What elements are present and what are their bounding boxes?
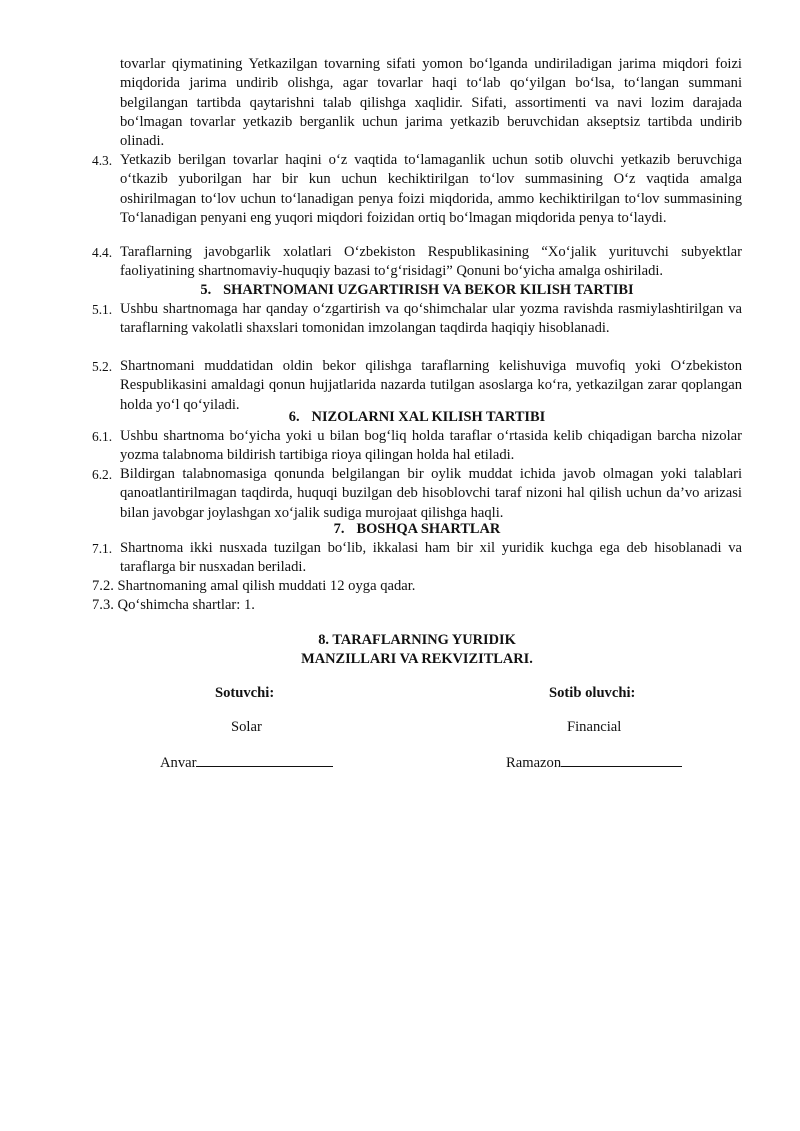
section-5-heading — [92, 281, 742, 300]
clause-number: 5.1. — [92, 302, 113, 317]
buyer-signature-line — [561, 752, 682, 767]
section-title: BOSHQA SHARTLAR — [356, 521, 501, 537]
clause-number: 4.4. — [92, 245, 113, 260]
clause-number: 6.2. — [92, 467, 113, 482]
buyer-company: Financial — [567, 719, 622, 735]
clause-4-4 — [92, 243, 742, 282]
clause-text: Ushbu shartnomaga har qanday o‘zgartirish va qo‘shimchalar ular yozma ravishda rasmiylashtirilgan va taraflarning vakolatli shaxslari tomonidan imzolangan taqdirda haqiqiy hisoblanadi. — [120, 301, 742, 337]
clause-text: Yetkazib berilgan tovarlar haqini o‘z vaqtida to‘lamaganlik uchun sotib oluvchi yetkazib beruvchiga o‘tkazib yuborilgan har bir kun uchun kechiktirilgan to‘lov summasining O‘z vaqtida amalga oshirilmagan to‘lov uchun to‘lanadigan penya foizi miqdorida, ammo kechiktirilgan to‘lov summasining To‘lanadigan penyani eng yuqori miqdori foizidan ortiq bo‘lmagan miqdorida penya to‘laydi. — [120, 152, 742, 226]
clause-text: Shartnomani muddatidan oldin bekor qilishga taraflarning kelishuviga muvofiq yoki O‘zbekiston Respublikasini amaldagi qonun hujjatlarida nazarda tutilgan asoslarga ko‘ra, yetkazilgan zarar qoplangan holda yo‘l qo‘yiladi. — [120, 358, 742, 413]
seller-signature-line — [196, 752, 333, 767]
section-8-heading-line2: MANZILLARI VA REKVIZITLARI. — [301, 651, 533, 667]
clause-number: 5.2. — [92, 359, 113, 374]
clause-5-2 — [92, 357, 742, 415]
clause-text: Shartnoma ikki nusxada tuzilgan bo‘lib, ikkalasi ham bir xil yuridik kuchga ega deb hisoblanadi va taraflarga bir nusxadan beriladi. — [120, 540, 742, 576]
clause-number: 4.3. — [92, 153, 113, 168]
section-number: 6. — [288, 409, 300, 425]
section-6-heading — [92, 408, 742, 427]
clause-text: Taraflarning javobgarlik xolatlari O‘zbekiston Respublikasining “Xo‘jalik yurituvchi subyektlar faoliyatining shartnomaviy-huquqiy bazasi to‘g‘risidagi” Qonuni bo‘yicha amalga oshiriladi. — [120, 244, 742, 280]
section-title: NIZOLARNI XAL KILISH TARTIBI — [311, 409, 546, 425]
seller-signature-block — [160, 752, 333, 773]
buyer-signature-block — [506, 752, 682, 773]
continuation-paragraph: tovarlar qiymatining Yetkazilgan tovarning sifati yomon bo‘lganda undiriladigan jarima miqdori foizi miqdorida jarima undirib olishga, agar tovarlar haqi to‘lab qo‘yilgan bo‘lsa, to‘langan summani belgilangan tartibda qaytarishni talab qilishga xaqlidir. Sifati, assortimenti va navi lozim darajada bo‘lmagan tovarlar yetkazib berganlik uchun jarima yetkazib beruvchidan akseptsiz tartibda undirib olinadi. — [120, 56, 742, 150]
clause-6-2 — [92, 465, 742, 523]
buyer-role: Sotib oluvchi: — [549, 685, 636, 701]
section-title: SHARTNOMANI UZGARTIRISH VA BEKOR KILISH TARTIBI — [223, 282, 634, 298]
clause-number: 7.1. — [92, 541, 113, 556]
section-number: 5. — [200, 282, 212, 298]
seller-signer: Anvar — [160, 755, 197, 771]
clause-4-3 — [92, 151, 742, 228]
clause-7-2: 7.2. Shartnomaning amal qilish muddati 12 oyga qadar. — [92, 578, 416, 594]
clause-text: Ushbu shartnoma bo‘yicha yoki u bilan bog‘liq holda taraflar o‘rtasida kelib chiqadigan barcha nizolar yozma talabnoma bildirish tartibiga rioya qilingan holda hal etiladi. — [120, 428, 742, 464]
section-number: 7. — [333, 521, 345, 537]
clause-7-3: 7.3. Qo‘shimcha shartlar: 1. — [92, 597, 255, 613]
clause-5-1 — [92, 300, 742, 339]
clause-text: Bildirgan talabnomasiga qonunda belgilangan bir oylik muddat ichida javob olmagan yoki talablari qanoatlantirilmagan taqdirda, huquqi buzilgan deb hisoblovchi taraf nizoni hal qilish uchun da’vo arizasi bilan javobgar joylashgan xo‘jalik sudiga murojaat qilishga haqli. — [120, 466, 742, 521]
clause-number: 6.1. — [92, 429, 113, 444]
seller-role: Sotuvchi: — [215, 685, 275, 701]
buyer-signer: Ramazon — [506, 755, 562, 771]
clause-6-1 — [92, 427, 742, 466]
section-7-heading — [92, 520, 742, 539]
seller-company: Solar — [231, 719, 262, 735]
clause-7-1 — [92, 539, 742, 578]
section-8-heading-line1: 8. TARAFLARNING YURIDIK — [318, 632, 516, 648]
